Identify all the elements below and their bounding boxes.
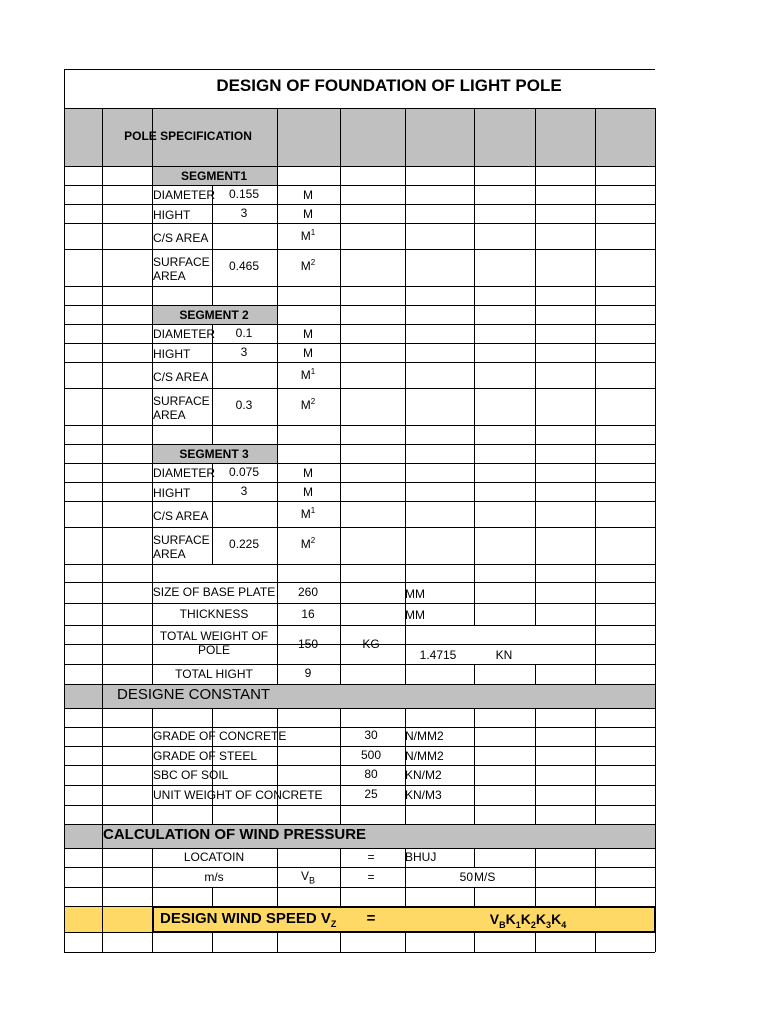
- sbc-soil-label: SBC OF SOIL: [153, 768, 229, 782]
- segment2-surface-label: SURFACE AREA: [153, 394, 210, 422]
- grid-hline: [64, 684, 655, 685]
- formula-term: $K_2$: [520, 911, 536, 930]
- grid-vline: [152, 708, 153, 824]
- total-weight-unit: KG: [362, 637, 380, 651]
- segment3-surface-label: SURFACE AREA: [153, 533, 210, 561]
- grid-vline: [102, 108, 103, 952]
- grid-vline: [340, 932, 341, 952]
- base-plate-value: 260: [297, 585, 319, 599]
- grid-vline: [655, 108, 656, 952]
- sbc-soil-value: 80: [364, 767, 378, 781]
- grid-vline: [535, 664, 536, 684]
- segment2-surface-value: 0.3: [235, 398, 253, 412]
- speed-symbol: $V_B$: [300, 869, 316, 886]
- total-weight-kn-unit: KN: [495, 648, 513, 662]
- grid-vline: [595, 108, 596, 684]
- segment3-cs-unit: $M^1$: [300, 506, 316, 521]
- grid-vline: [340, 108, 341, 684]
- grid-vline: [405, 848, 406, 906]
- segment3-diameter-label: DIAMETER: [153, 466, 216, 480]
- segment1-hight-unit: M: [303, 207, 313, 221]
- wind-pressure-heading: CALCULATION OF WIND PRESSURE: [103, 826, 367, 843]
- grid-vline: [405, 932, 406, 952]
- segment3-surface-value: 0.225: [228, 537, 260, 551]
- grid-vline: [212, 932, 213, 952]
- sbc-soil-unit: KN/M2: [405, 768, 442, 782]
- grid-vline: [405, 108, 406, 684]
- grid-vline: [277, 932, 278, 952]
- grid-vline: [474, 708, 475, 824]
- grid-vline: [64, 69, 65, 952]
- location-label: LOCATOIN: [183, 850, 245, 864]
- segment1-surface-label: SURFACE AREA: [153, 255, 210, 283]
- segment2-diameter-unit: M: [303, 327, 313, 341]
- unit-weight-concrete-label: UNIT WEIGHT OF CONCRETE: [153, 788, 323, 802]
- segment1-heading: SEGMENT1: [180, 169, 248, 183]
- speed-eq: =: [367, 870, 375, 884]
- grid-vline: [212, 708, 213, 824]
- grid-vline: [212, 324, 213, 444]
- pole-spec-heading: POLE SPECIFICATION: [124, 129, 252, 143]
- segment2-hight-value: 3: [240, 345, 248, 359]
- formula-term: $V_B$: [489, 911, 506, 930]
- speed-unit: M/S: [474, 870, 496, 884]
- thickness-value: 16: [301, 607, 315, 621]
- segment2-hight-unit: M: [303, 346, 313, 360]
- segment1-diameter-unit: M: [303, 188, 313, 202]
- grid-vline: [535, 108, 536, 625]
- segment2-diameter-value: 0.1: [235, 326, 253, 340]
- grid-vline: [152, 108, 153, 684]
- grid-vline: [212, 463, 213, 564]
- page-title: DESIGN OF FOUNDATION OF LIGHT POLE: [216, 76, 562, 95]
- formula-term: $K_4$: [551, 911, 567, 930]
- segment1-surface-unit: $M^2$: [300, 258, 316, 273]
- grid-vline: [474, 664, 475, 684]
- speed-value: 50: [459, 870, 473, 884]
- total-weight-label: TOTAL WEIGHT OF POLE: [159, 629, 269, 657]
- grid-vline: [474, 887, 475, 906]
- grid-hline: [64, 69, 655, 70]
- grade-steel-label: GRADE OF STEEL: [153, 749, 258, 763]
- grid-vline: [474, 848, 475, 867]
- segment2-heading: SEGMENT 2: [179, 308, 249, 322]
- grid-vline: [277, 708, 278, 824]
- total-hight-label: TOTAL HIGHT: [175, 667, 253, 681]
- segment3-hight-unit: M: [303, 485, 313, 499]
- design-wind-formula: [489, 911, 567, 930]
- grid-vline: [595, 932, 596, 952]
- grid-vline: [212, 185, 213, 305]
- total-hight-value: 9: [304, 666, 312, 680]
- thickness-label: THICKNESS: [179, 607, 249, 621]
- segment1-diameter-value: 0.155: [228, 187, 260, 201]
- grade-concrete-value: 30: [364, 728, 378, 742]
- design-constant-heading: DESIGNE CONSTANT: [117, 686, 271, 703]
- base-plate-unit: MM: [405, 587, 425, 601]
- segment3-heading: SEGMENT 3: [179, 447, 249, 461]
- segment2-diameter-label: DIAMETER: [153, 327, 216, 341]
- grid-vline: [474, 932, 475, 952]
- grid-hline: [152, 931, 655, 933]
- formula-term: $K_3$: [535, 911, 552, 930]
- segment3-hight-label: HIGHT: [153, 486, 191, 500]
- grid-vline: [277, 108, 278, 684]
- segment3-cs-label: C/S AREA: [153, 509, 209, 523]
- grid-vline: [535, 848, 536, 906]
- segment1-hight-label: HIGHT: [153, 208, 191, 222]
- speed-label: m/s: [204, 870, 224, 884]
- thickness-unit: MM: [405, 608, 425, 622]
- total-weight-kn-value: 1.4715: [419, 648, 457, 662]
- grid-vline: [152, 848, 153, 952]
- unit-weight-concrete-unit: KN/M3: [405, 788, 442, 802]
- segment1-diameter-label: DIAMETER: [153, 188, 216, 202]
- segment1-hight-value: 3: [240, 206, 248, 220]
- grid-vline: [340, 708, 341, 824]
- segment2-hight-label: HIGHT: [153, 347, 191, 361]
- unit-weight-concrete-value: 25: [364, 787, 378, 801]
- grid-vline: [595, 848, 596, 906]
- segment1-cs-label: C/S AREA: [153, 231, 209, 245]
- formula-term: $K_1$: [505, 911, 521, 930]
- segment3-hight-value: 3: [240, 484, 248, 498]
- grade-steel-unit: N/MM2: [405, 749, 444, 763]
- segment3-diameter-value: 0.075: [228, 465, 260, 479]
- grade-concrete-unit: N/MM2: [405, 729, 444, 743]
- grid-hline: [64, 824, 655, 825]
- grid-vline: [277, 848, 278, 906]
- total-weight-value: 150: [297, 637, 319, 651]
- location-eq: =: [367, 850, 375, 864]
- grid-hline: [64, 952, 655, 953]
- grid-hline: [152, 906, 655, 908]
- segment3-surface-unit: $M^2$: [300, 536, 316, 551]
- segment2-surface-unit: $M^2$: [300, 397, 316, 412]
- design-wind-eq: =: [366, 910, 376, 927]
- design-wind-label: DESIGN WIND SPEED $V_Z$: [160, 910, 337, 929]
- grid-vline: [405, 708, 406, 824]
- grade-concrete-label: GRADE OF CONCRETE: [153, 729, 287, 743]
- segment3-diameter-unit: M: [303, 466, 313, 480]
- grid-vline: [535, 708, 536, 824]
- grid-vline: [340, 848, 341, 906]
- grid-vline: [474, 108, 475, 625]
- grid-vline: [535, 932, 536, 952]
- grid-vline: [595, 708, 596, 824]
- segment2-cs-label: C/S AREA: [153, 370, 209, 384]
- grid-vline: [212, 887, 213, 906]
- segment1-cs-unit: $M^1$: [300, 228, 316, 243]
- location-value: BHUJ: [405, 850, 437, 864]
- base-plate-label: SIZE OF BASE PLATE: [152, 585, 276, 599]
- grade-steel-value: 500: [360, 748, 382, 762]
- segment2-cs-unit: $M^1$: [300, 367, 316, 382]
- segment1-surface-value: 0.465: [228, 259, 260, 273]
